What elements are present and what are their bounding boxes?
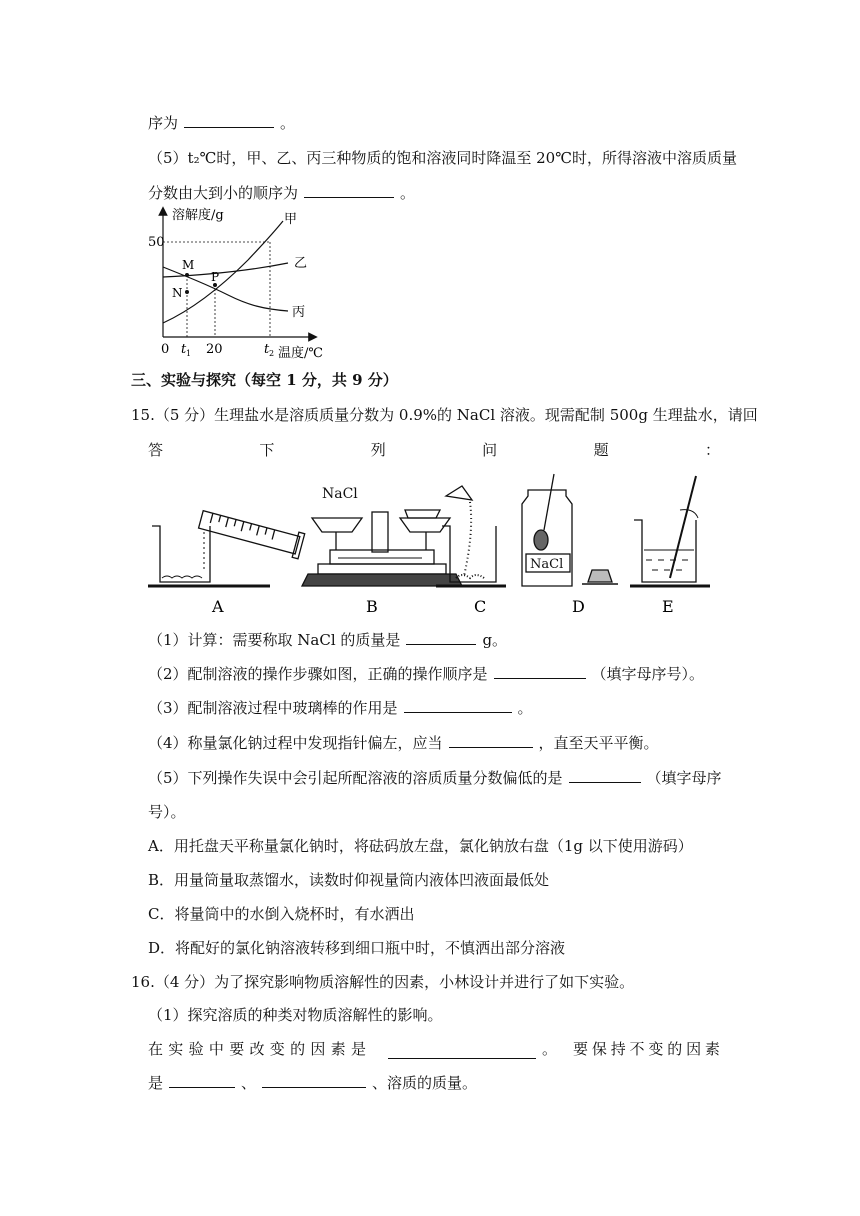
figure-label-b: B	[366, 597, 378, 616]
curve-yi-label: 乙	[294, 256, 308, 271]
char: 素	[704, 1040, 720, 1058]
answer-blank[interactable]	[169, 1073, 235, 1088]
text: 分数由大到小的顺序为	[148, 184, 299, 202]
text: （4）称量氯化钠过程中发现指针偏左，应当	[148, 734, 443, 752]
solubility-graph	[148, 205, 348, 365]
char: 答	[148, 441, 164, 459]
point-m	[185, 273, 189, 277]
q15-option-a: A．用托盘天平称量氯化钠时，将砝码放左盘，氯化钠放右盘（1g 以下使用游码）	[148, 837, 693, 855]
q14-order-line	[148, 113, 295, 133]
point-m-label: M	[182, 258, 195, 272]
y-tick-50: 50	[148, 235, 165, 250]
text: 。	[542, 1040, 558, 1058]
text: 。	[517, 699, 533, 717]
apparatus-d	[522, 474, 618, 586]
char: 实	[168, 1040, 184, 1058]
q15-option-b: B．用量筒量取蒸馏水，读数时仰视量筒内液体凹液面最低处	[148, 871, 550, 889]
q15-part2	[148, 664, 704, 684]
char: 要	[229, 1040, 245, 1058]
text: （5）下列操作失误中会引起所配溶液的溶质质量分数偏低的是	[148, 769, 563, 787]
char: 持	[610, 1040, 626, 1058]
q15-stem-line2	[148, 440, 720, 460]
curve-bing-label: 丙	[292, 305, 306, 320]
x-tick-t2-sub: 2	[269, 349, 275, 358]
q15-part5	[148, 768, 722, 788]
text: （2）配制溶液的操作步骤如图，正确的操作顺序是	[148, 665, 488, 683]
q16-line3-lead	[148, 1039, 366, 1059]
text: g。	[482, 631, 508, 649]
char: 下	[259, 441, 275, 459]
section-title: 三、实验与探究（每空 1 分，共 9 分）	[131, 371, 398, 389]
char: 的	[290, 1040, 306, 1058]
text: 序为	[148, 114, 179, 132]
origin-label: 0	[161, 342, 170, 357]
curve-jia-label: 甲	[284, 212, 298, 227]
char: 题	[593, 441, 609, 459]
text: （3）配制溶液过程中玻璃棒的作用是	[148, 699, 398, 717]
char: 素	[330, 1040, 346, 1058]
nacl-label-balance: NaCl	[322, 486, 358, 502]
char: 在	[148, 1040, 164, 1058]
text: 、溶质的质量。	[372, 1074, 478, 1092]
q15-option-d: D．将配好的氯化钠溶液转移到细口瓶中时，不慎洒出部分溶液	[148, 939, 566, 957]
char: 验	[188, 1040, 204, 1058]
char: 因	[310, 1040, 326, 1058]
q15-part5-cont: 号）。	[148, 803, 186, 821]
q16-part1: （1）探究溶质的种类对物质溶解性的影响。	[148, 1006, 443, 1024]
apparatus-figure	[140, 470, 720, 620]
point-n-label: N	[172, 286, 183, 300]
char: 不	[629, 1040, 645, 1058]
answer-blank[interactable]	[262, 1073, 366, 1088]
text: （填字母序号）。	[591, 665, 705, 683]
q15-part4	[148, 733, 659, 753]
answer-blank[interactable]	[449, 733, 533, 748]
y-axis-label: 溶解度/g	[172, 208, 224, 223]
answer-blank[interactable]	[406, 630, 476, 645]
x-tick-t1: t	[181, 342, 187, 357]
answer-blank[interactable]	[494, 664, 586, 679]
answer-blank[interactable]	[184, 113, 274, 128]
text: 是	[148, 1074, 164, 1092]
text: ，直至天平平衡。	[538, 734, 659, 752]
q16-stem: 16.（4 分）为了探究影响物质溶解性的因素，小林设计并进行了如下实验。	[131, 973, 635, 991]
answer-blank[interactable]	[404, 698, 512, 713]
nacl-label-bottle: NaCl	[530, 557, 564, 572]
q14-part5-line2	[148, 183, 415, 203]
apparatus-a	[148, 507, 305, 586]
char: ：	[704, 441, 720, 459]
point-n	[185, 290, 189, 294]
q15-option-c: C．将量筒中的水倒入烧杯时，有水洒出	[148, 905, 415, 923]
char: 变	[648, 1040, 664, 1058]
x-tick-t1-sub: 1	[186, 349, 192, 358]
char: 改	[249, 1040, 265, 1058]
q15-part3	[148, 698, 533, 718]
answer-blank[interactable]	[388, 1044, 536, 1059]
x-tick-20: 20	[206, 342, 223, 357]
q14-part5-line1: （5）t₂℃时，甲、乙、丙三种物质的饱和溶液同时降温至 20℃时，所得溶液中溶质质量	[148, 149, 738, 167]
apparatus-b	[302, 486, 462, 586]
x-tick-t2: t	[264, 342, 270, 357]
apparatus-e	[630, 476, 710, 586]
char: 问	[482, 441, 498, 459]
answer-blank[interactable]	[569, 768, 641, 783]
char: 因	[686, 1040, 702, 1058]
char: 列	[370, 441, 386, 459]
q16-line3	[148, 1039, 720, 1059]
figure-label-c: C	[474, 597, 487, 616]
answer-blank[interactable]	[304, 183, 394, 198]
char: 要	[573, 1040, 589, 1058]
text: 、	[241, 1074, 257, 1092]
char: 是	[350, 1040, 366, 1058]
figure-label-e: E	[662, 597, 674, 616]
figure-label-d: D	[572, 597, 585, 616]
figure-label-a: A	[212, 597, 224, 616]
q16-line3-tail	[573, 1039, 720, 1059]
x-axis-label: 温度/℃	[278, 346, 323, 361]
q15-stem-line1: 15.（5 分）生理盐水是溶质质量分数为 0.9%的 NaCl 溶液。现需配制 500g 生理盐水，请回	[131, 406, 758, 424]
q16-line4	[148, 1073, 477, 1093]
text: 。	[400, 184, 416, 202]
char: 的	[667, 1040, 683, 1058]
text: 。	[280, 114, 296, 132]
char: 保	[591, 1040, 607, 1058]
text: （填字母序	[646, 769, 722, 787]
q15-part1	[148, 630, 507, 650]
char: 中	[208, 1040, 224, 1058]
text: （1）计算：需要称取 NaCl 的质量是	[148, 631, 401, 649]
char: 变	[269, 1040, 285, 1058]
point-p-label: P	[211, 270, 220, 284]
